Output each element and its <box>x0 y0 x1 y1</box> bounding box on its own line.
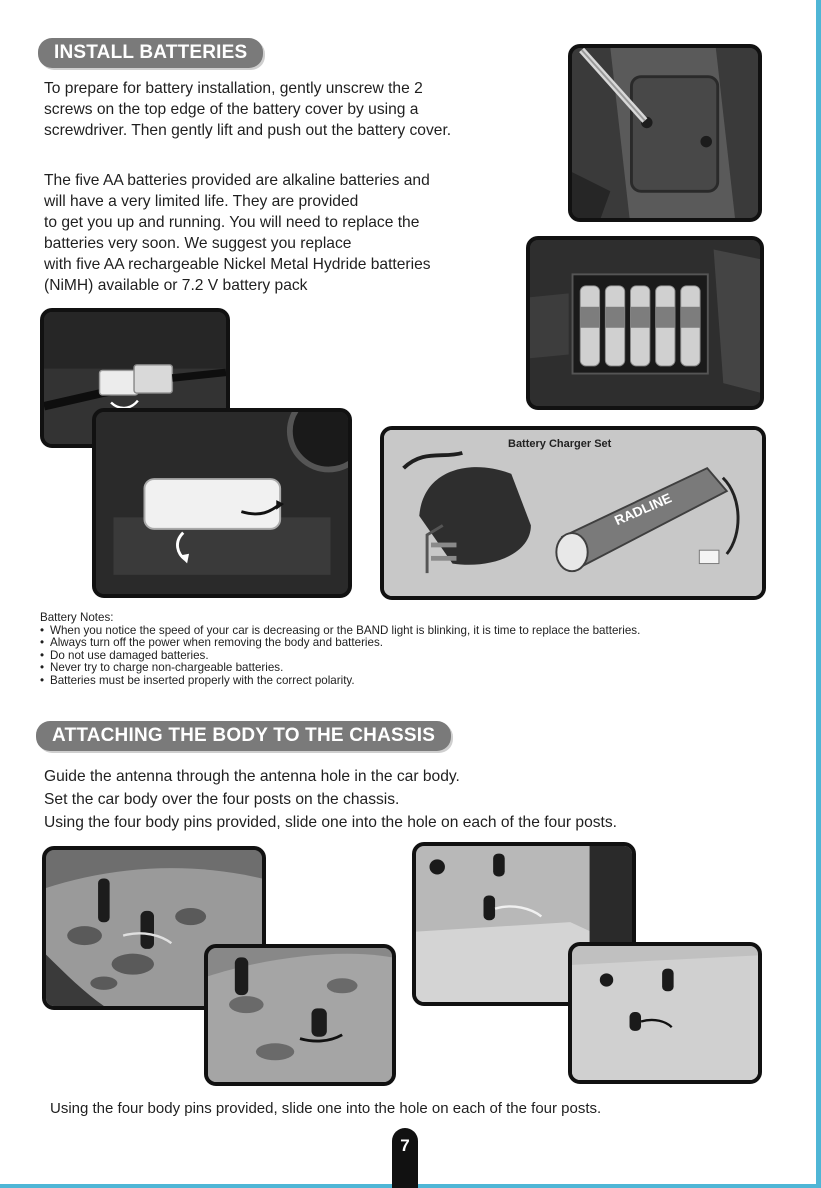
battery-note-item: • Do not use damaged batteries. <box>40 650 800 663</box>
body-line: The five AA batteries provided are alkaline batteries and <box>44 172 430 189</box>
battery-note-item: • Always turn off the power when removing the body and batteries. <box>40 637 800 650</box>
attach-line: Set the car body over the four posts on the chassis. <box>44 791 400 808</box>
body-line: batteries very soon. We suggest you replace <box>44 235 352 252</box>
body-line: with five AA rechargeable Nickel Metal Hydride batteries <box>44 256 431 273</box>
attach-line: Using the four body pins provided, slide one into the hole on each of the four posts. <box>44 814 618 831</box>
photo-body-posts-closeup <box>568 942 762 1084</box>
battery-note-item: • Never try to charge non-chargeable batteries. <box>40 662 800 675</box>
battery-notes <box>40 612 800 688</box>
pack-brand-label: RADLINE <box>612 490 674 529</box>
photo-battery-pack-insertion <box>92 408 352 598</box>
attach-caption: Using the four body pins provided, slide one into the hole on each of the four posts. <box>50 1100 602 1117</box>
body-line: to get you up and running. You will need to replace the <box>44 214 420 231</box>
install-intro-text <box>44 78 544 141</box>
battery-note-item: • When you notice the speed of your car is decreasing or the BAND light is blinking, it is time to replace the batteries. <box>40 625 800 638</box>
page-number: 7 <box>392 1128 418 1188</box>
charger-caption: Battery Charger Set <box>508 438 612 450</box>
battery-note-item: • Batteries must be inserted properly with the correct polarity. <box>40 675 800 688</box>
photo-body-pin-closeup <box>204 944 396 1086</box>
photo-battery-charger-set <box>380 426 766 600</box>
attach-instructions-text <box>44 765 784 834</box>
battery-notes-title: Battery Notes: <box>40 611 114 624</box>
battery-notes-list <box>40 625 800 688</box>
section-heading-attaching-body: ATTACHING THE BODY TO THE CHASSIS <box>36 721 451 751</box>
attach-line: Guide the antenna through the antenna hole in the car body. <box>44 768 460 785</box>
body-line: (NiMH) available or 7.2 V battery pack <box>44 277 308 294</box>
intro-line: To prepare for battery installation, gently unscrew the 2 <box>44 80 423 97</box>
page-border-right <box>816 0 821 1188</box>
intro-line: screwdriver. Then gently lift and push out the battery cover. <box>44 122 452 139</box>
intro-line: screws on the top edge of the battery cover by using a <box>44 101 419 118</box>
body-line: will have a very limited life. They are provided <box>44 193 359 210</box>
install-body-text <box>44 170 524 296</box>
photo-battery-compartment <box>526 236 764 410</box>
photo-battery-cover-screwdriver <box>568 44 762 222</box>
section-heading-install-batteries: INSTALL BATTERIES <box>38 38 263 68</box>
